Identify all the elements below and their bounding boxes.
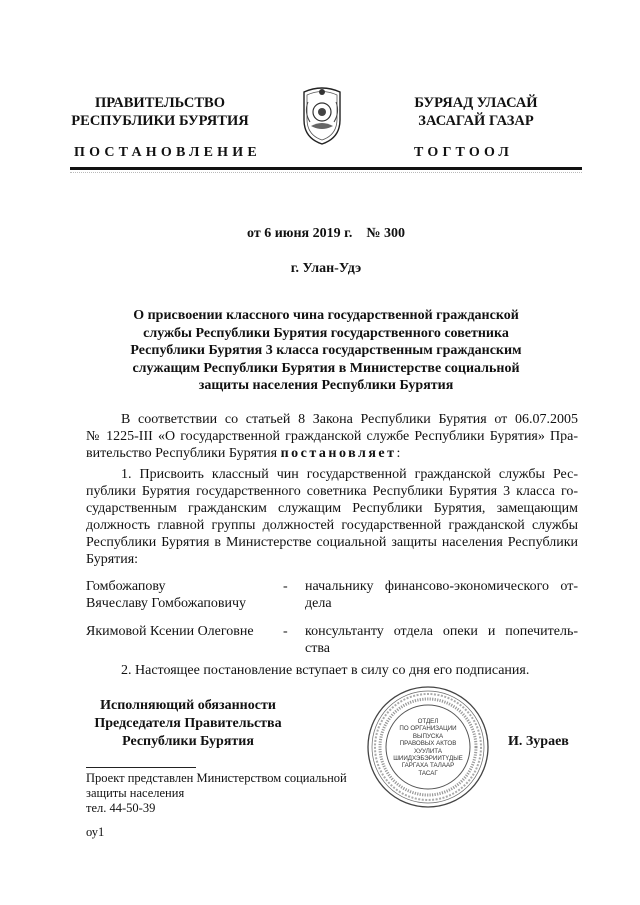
title-line: служащим Республики Бурятия в Министерстве социальной (132, 360, 520, 376)
stamp-line: ПО ОРГАНИЗАЦИИ (399, 725, 457, 733)
title-line: О присвоении классного чина государственной гражданской (133, 308, 519, 323)
intro-prefix: вительство Республики Бурятия (86, 446, 281, 461)
signer-name: И. Зураев (508, 734, 569, 749)
header-dotted-rule (70, 172, 582, 173)
header-right (386, 94, 566, 130)
appointee-name-line: Якимовой Ксении Олеговне (86, 624, 254, 639)
doctype-right: ТОГТООЛ (414, 145, 514, 160)
appointee-name-line: Гомбожапову (86, 579, 166, 594)
item1-line: 1. Присвоить классный чин государственной гражданской службы Рес- (121, 467, 578, 482)
item1-line: должность главной группы должностей государственной гражданской службы (86, 518, 578, 533)
footer-note (86, 771, 386, 816)
item1-line: Бурятия: (86, 552, 139, 567)
stamp-line: ОТДЕЛ (417, 718, 439, 725)
appointee-name (86, 623, 276, 640)
date-number: от 6 июня 2019 г. № 300 (247, 226, 405, 241)
title-line: Республики Бурятия 3 класса государственным гражданским (130, 343, 522, 358)
stamp-line: ВЫПУСКА (412, 732, 444, 740)
footer-line: защиты населения (86, 786, 185, 800)
stamp-text (388, 718, 468, 777)
document-title (70, 307, 582, 395)
role-line: Республики Бурятия (122, 734, 254, 749)
appointee-name (86, 578, 266, 612)
header-left (70, 94, 250, 130)
role-line: Председателя Правительства (94, 716, 282, 731)
appointee-dash: - (283, 624, 288, 639)
intro-paragraph (86, 411, 578, 462)
footer-line: Проект представлен Министерством социальной (86, 771, 347, 785)
footer-code: оу1 (86, 825, 105, 839)
appointee-position-line: начальнику финансово-экономического от- (305, 579, 578, 594)
stamp-line: ТАСАГ (418, 769, 438, 777)
stamp-line: ХУУЛИТА (414, 747, 442, 755)
appointee-position-line: дела (305, 596, 332, 611)
title-line: защиты населения Республики Бурятия (198, 378, 454, 393)
title-line: службы Республики Бурятия государственного советника (143, 325, 509, 341)
resolves-word: постановляет (280, 446, 397, 461)
intro-line (86, 445, 578, 462)
header-right-line2: ЗАСАГАЙ ГАЗАР (418, 113, 534, 129)
appointee-position-line: консультанту отдела опеки и попечитель- (305, 624, 578, 639)
appointee-position (305, 578, 578, 612)
item-2-paragraph: 2. Настоящее постановление вступает в силу со дня его подписания. (121, 663, 530, 678)
stamp-line: ШИИДХЭБЭРИИТҮДЫЕ (393, 755, 463, 763)
intro-line: В соответствии со статьей 8 Закона Республики Бурятия от 06.07.2005 (121, 412, 578, 427)
header-left-line1: ПРАВИТЕЛЬСТВО (95, 95, 225, 111)
intro-suffix: : (396, 446, 401, 461)
stamp-line: ПРАВОВЫХ АКТОВ (399, 740, 457, 748)
intro-line: № 1225-III «О государственной гражданской службе Республики Бурятия» Пра- (86, 429, 578, 444)
header-right-line1: БУРЯАД УЛАСАЙ (414, 95, 538, 111)
item1-line: сударственным гражданским служащим Республики Бурятия, замещающим (86, 501, 578, 516)
appointee-name-line: Вячеславу Гомбожаповичу (86, 596, 246, 611)
item1-line: Республики Бурятия в Министерстве социальной защиты населения Республики (86, 535, 578, 550)
footer-line: тел. 44-50-39 (86, 801, 156, 815)
item1-line: публики Бурятия государственного советника Республики Бурятия 3 класса го- (86, 484, 578, 499)
appointee-position (305, 623, 578, 657)
header-left-line2: РЕСПУБЛИКИ БУРЯТИЯ (71, 113, 249, 129)
header-rule (70, 167, 582, 170)
item-1-paragraph (86, 466, 578, 568)
stamp-line: ГАРГАХА ТАЛААР (401, 762, 455, 770)
doctype-left: ПОСТАНОВЛЕНИЕ (74, 145, 261, 160)
coat-of-arms-icon (298, 82, 346, 148)
appointee-dash: - (283, 579, 288, 594)
role-line: Исполняющий обязанности (100, 698, 276, 713)
appointee-position-line: ства (305, 641, 330, 656)
signatory-role (86, 697, 290, 751)
footer-rule (86, 767, 196, 768)
city: г. Улан-Удэ (290, 261, 362, 276)
